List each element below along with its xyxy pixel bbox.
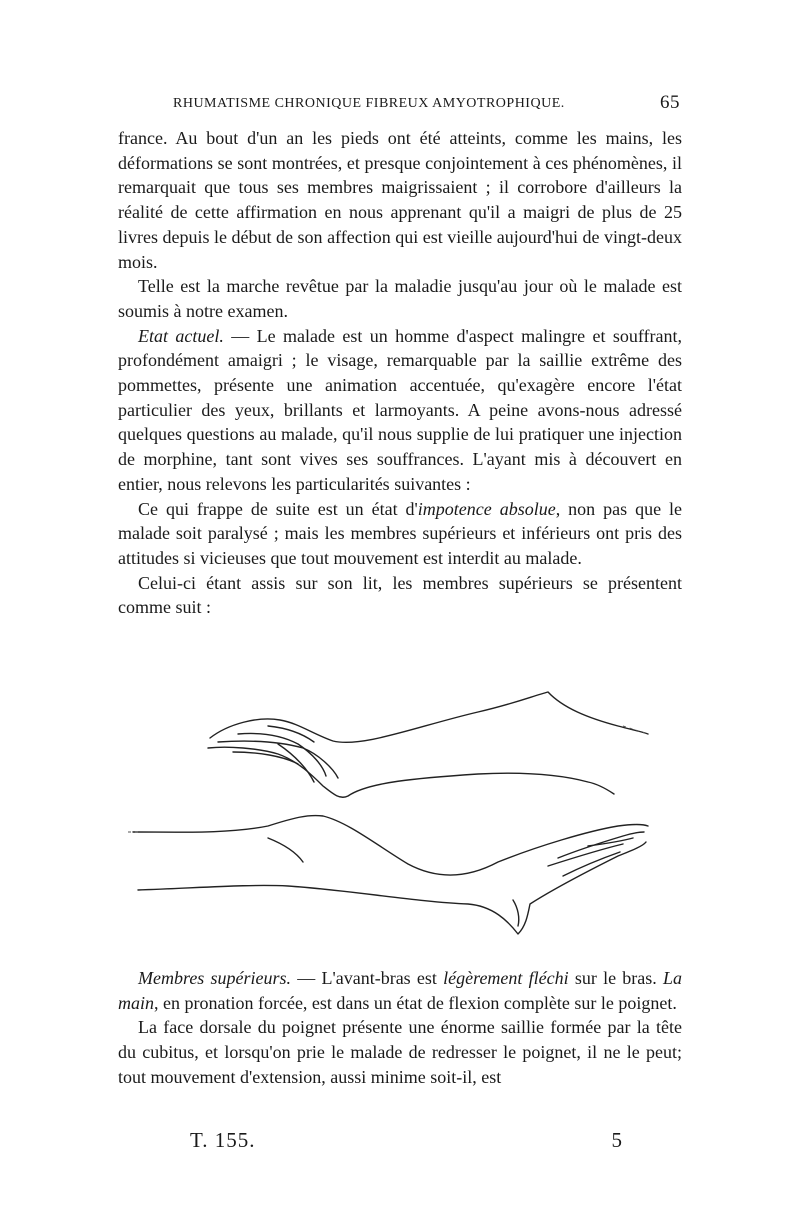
text-block-bottom	[118, 966, 682, 1090]
paragraph-6-text-a: — L'avant-bras est	[291, 968, 444, 988]
paragraph-6-text-c: , en pronation forcée, est dans un état de flexion complète sur le poignet.	[154, 992, 677, 1013]
paragraph-4-text-a: Ce qui frappe de suite est un état d'	[138, 498, 418, 519]
paragraph-3-text: — Le malade est un homme d'aspect malingre et souffrant, profondément amaigri ; le visage, remarquable par la saillie extrême des pommettes, présente une animation accentuée, qu'exagère encore l'état particulier des yeux, brillants et larmoyants. A peine avons-nous adressé quelques questions au malade, qu'il nous supplie de lui pratiquer une injection de morphine, tant sont vives ses souffrances. L'ayant mis à découvert en entier, nous relevons les particularités suivantes :	[118, 325, 682, 494]
sheet-number: 5	[611, 1128, 622, 1152]
upper-arm-drawing	[208, 692, 648, 797]
running-title: RHUMATISME CHRONIQUE FIBREUX AMYOTROPHIQUE.	[173, 96, 565, 111]
paragraph-2: Telle est la marche revêtue par la maladie jusqu'au jour où le malade est soumis à notre examen.	[118, 276, 682, 321]
text-block-top	[118, 126, 682, 620]
paragraph-6-text-b: sur le bras.	[568, 968, 663, 988]
section-label-etat-actuel: Etat actuel.	[138, 325, 224, 346]
paragraph-6	[118, 966, 682, 1015]
emphasis-impotence: impotence absolue	[417, 498, 556, 519]
paragraph-3	[118, 324, 682, 497]
paragraph-4	[118, 497, 682, 571]
illustration-upper-limbs	[118, 686, 682, 946]
section-label-membres-superieurs: Membres supérieurs.	[138, 968, 292, 988]
printer-signature: T. 155.	[190, 1128, 256, 1152]
paragraph-4-text-b: , non pas que le malade soit paralysé ; mais les membres supérieurs et inférieurs ont pris des attitudes si vicieuses que tout mouvement est interdit au malade.	[118, 498, 683, 568]
emphasis-legerement-flechi: légèrement fléchi	[443, 968, 569, 988]
paragraph-7: La face dorsale du poignet présente une énorme saillie formée par la tête du cubitus, et lorsqu'on prie le malade de redresser le poignet, il ne le peut; tout mouvement d'extension, aussi minime soit-il, est	[118, 1017, 682, 1087]
lower-arm-drawing	[133, 815, 648, 934]
paragraph-1: france. Au bout d'un an les pieds ont été atteints, comme les mains, les déformations se sont montrées, et presque conjointement à ces phénomènes, il remarquait que tous ses membres maigrissaient ; il corrobore d'ailleurs la réalité de cette affirmation en nous apprenant qu'il a maigri de plus de 25 livres depuis le début de son affection qui est vieille aujourd'hui de vingt-deux mois.	[118, 128, 682, 272]
arm-drawings	[118, 686, 682, 946]
section-label-la-main: La main	[118, 968, 682, 1013]
page-number: 65	[660, 92, 680, 113]
paragraph-5: Celui-ci étant assis sur son lit, les membres supérieurs se présentent comme suit :	[118, 572, 682, 618]
